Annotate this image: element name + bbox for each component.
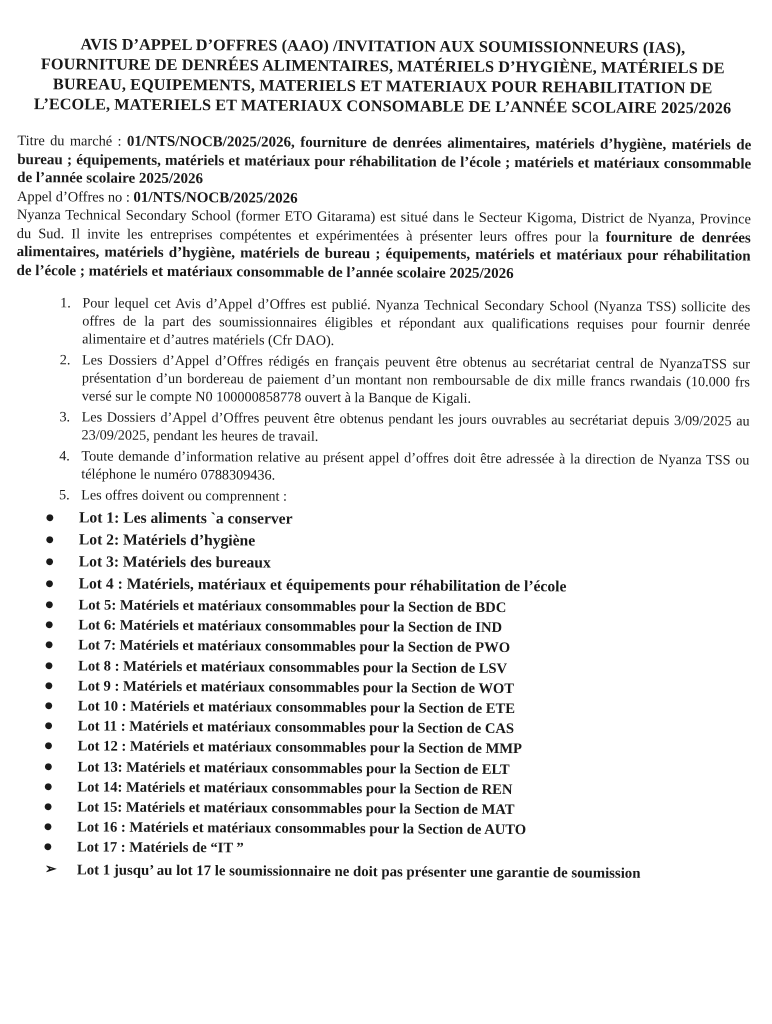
lots-list (9, 507, 749, 862)
bullet-icon: ● (44, 531, 55, 549)
bullet-icon: ● (43, 778, 54, 796)
guarantee-note (43, 860, 747, 884)
lot-item: ● Lot 13: Matériels et matériaux consommables pour la Section de ELT (43, 757, 510, 778)
lot-item: ● Lot 10 : Matériels et matériaux consommables pour la Section de ETE (43, 697, 516, 718)
tender-number-value: 01/NTS/NOCB/2025/2026 (133, 189, 298, 207)
numbered-list (11, 294, 750, 509)
tender-number-label: Appel d’Offres no : (16, 188, 134, 206)
bullet-icon: ● (44, 575, 55, 593)
bullet-icon: ● (43, 818, 53, 836)
lot-item: ● Lot 8 : Matériels et matériaux consommables pour la Section de LSV (44, 656, 508, 677)
lot-item: ● Lot 15: Matériels et matériaux consommables pour la Section de MAT (43, 798, 515, 819)
document-title: AVIS D’APPEL D’OFFRES (AAO) /INVITATION AUX SOUMISSIONNEURS (IAS), FOURNITURE DE DENRÉES ALIMENTAIRES, MATÉRIELS D’HYGIÈNE, MATÉRIELS DE BUREAU, EQUIPEMENTS, MATERIELS ET MATERIAUX POUR REHABILITATION DE L’ECOLE, MATERIELS ET MATERIAUX CONSOMABLE DE L’ANNÉE SCOLAIRE 2025/2026 (33, 35, 732, 118)
intro-bold-text: fourniture de denrées alimentaires, matériels d’hygiène, matériels de bureau ; équipements, matériels et matériaux pour réhabilitation de l’école ; matériels et matériaux consommable de l’année scolaire 2025/2026 (16, 229, 751, 282)
lot-item: ● Lot 4 : Matériels, matériaux et équipements pour réhabilitation de l’école (44, 575, 567, 596)
bullet-icon: ● (42, 838, 53, 856)
bullet-icon: ● (43, 737, 54, 755)
bullet-icon: ● (43, 757, 54, 775)
bullet-icon: ● (43, 717, 54, 735)
lot-item: ● Lot 7: Matériels et matériaux consommables pour la Section de PWO (44, 636, 511, 657)
intro-paragraph (16, 206, 750, 284)
bullet-icon: ● (44, 616, 55, 634)
lot-item: ● Lot 5: Matériels et matériaux consommables pour la Section de BDC (44, 596, 507, 617)
market-title-value: 01/NTS/NOCB/2025/2026, fourniture de denrées alimentaires, matériels d’hygiène, matériels de bureau ; équipements, matériels et matériaux pour réhabilitation de l’école ; matériels et matériaux consommable de l’année scolaire 2025/2026 (17, 133, 752, 188)
lot-item: ● Lot 1: Les aliments `a conserver (44, 509, 293, 528)
bullet-icon: ● (44, 596, 55, 614)
bullet-icon: ● (43, 697, 54, 715)
bullet-icon: ● (43, 798, 54, 816)
intro-text: Nyanza Technical Secondary School (former ETO Gitarama) est situé dans le Secteur Kigoma, District de Nyanza, Province du Sud. Il invite les entreprises compétentes et expérimentées à présenter leurs offres pour la (16, 207, 751, 246)
lot-item: ● Lot 17 : Matériels de “IT ” (42, 838, 244, 857)
lot-item: ● Lot 16 : Matériels et matériaux consommables pour la Section de AUTO (43, 818, 527, 839)
arrow-bullet-icon: ➢ (44, 861, 57, 877)
bullet-icon: ● (43, 677, 54, 695)
market-title (17, 132, 751, 192)
lot-item: ● Lot 11 : Matériels et matériaux consommables pour la Section de CAS (43, 717, 515, 738)
list-item: 4. Toute demande d’information relative au présent appel d’offres doit être adressée à la direction de Nyanza TSS ou téléphone le numéro 0788309436. (73, 447, 749, 487)
market-title-label: Titre du marché : (17, 133, 127, 150)
list-item: 5. Les offres doivent ou comprennent : (73, 486, 749, 508)
guarantee-note-text: Lot 1 jusqu’ au lot 17 le soumissionnaire ne doit pas présenter une garantie de soumission (76, 862, 641, 882)
lot-item: ● Lot 9 : Matériels et matériaux consommables pour la Section de WOT (43, 677, 515, 697)
list-item: 1. Pour lequel cet Avis d’Appel d’Offres est publié. Nyanza Technical Secondary School (Nyanza TSS) sollicite des offres de la part des soumissionnaires éligibles et répondant aux qualifications requises pour fournir denrée alimentaire et d’autres matériels (Cfr DAO). (74, 294, 750, 352)
bullet-icon: ● (44, 656, 54, 674)
lot-item: ● Lot 2: Matériels d’hygiène (44, 531, 256, 550)
lot-item: ● Lot 14: Matériels et matériaux consommables pour la Section de REN (43, 778, 513, 798)
lot-item: ● Lot 6: Matériels et matériaux consommables pour la Section de IND (44, 616, 503, 637)
list-item: 2. Les Dossiers d’Appel d’Offres rédigés en français peuvent être obtenus au secrétariat central de NyanzaTSS sur présentation d’un bordereau de paiement d’un montant non remboursable de dix mille francs rwandais (10.000 frs versé sur le compte N0 100000858778 ouvert à la Banque de Kigali. (74, 351, 750, 409)
lot-item: ● Lot 12 : Matériels et matériaux consommables pour la Section de MMP (43, 737, 523, 758)
list-item: 3. Les Dossiers d’Appel d’Offres peuvent être obtenus pendant les jours ouvrables au secrétariat depuis 3/09/2025 au 23/09/2025, pendant les heures de travail. (73, 408, 749, 448)
lot-item: ● Lot 3: Matériels des bureaux (44, 553, 271, 572)
document-page (9, 34, 752, 884)
bullet-icon: ● (44, 509, 55, 527)
bullet-icon: ● (44, 636, 54, 654)
bullet-icon: ● (44, 553, 55, 571)
